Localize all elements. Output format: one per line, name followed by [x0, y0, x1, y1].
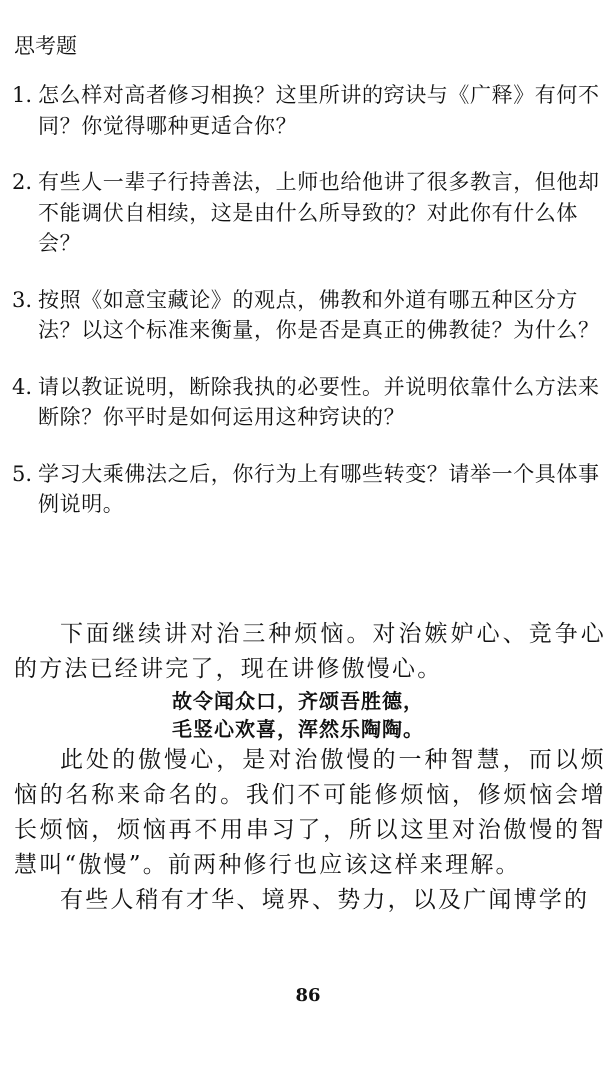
- question-item: [12, 80, 608, 141]
- question-number: 5.: [12, 461, 33, 486]
- question-list: [12, 80, 608, 546]
- question-text: 请以教证说明，断除我执的必要性。并说明依靠什么方法来断除？你平时是如何运用这种窍诀的？: [38, 374, 600, 429]
- verse-block: [14, 687, 606, 743]
- paragraph-continued: 有些人稍有才华、境界、势力，以及广闻博学的: [60, 887, 590, 913]
- section-heading: 思考题: [14, 34, 77, 58]
- question-text: 怎么样对高者修习相换？这里所讲的窍诀与《广释》有何不同？你觉得哪种更适合你？: [38, 83, 600, 138]
- body-text: [14, 617, 606, 918]
- question-text: 学习大乘佛法之后，你行为上有哪些转变？请举一个具体事例说明。: [38, 461, 600, 516]
- question-item: [12, 167, 608, 259]
- paragraph-intro: 下面继续讲对治三种烦恼。对治嫉妒心、竞争心的方法已经讲完了，现在讲修傲慢心。: [14, 621, 606, 682]
- question-text: 有些人一辈子行持善法，上师也给他讲了很多教言，但他却不能调伏自相续，这是由什么所导致的？对此你有什么体会？: [38, 170, 600, 255]
- question-text: 按照《如意宝藏论》的观点，佛教和外道有哪五种区分方法？以这个标准来衡量，你是否是真正的佛教徒？为什么？: [38, 287, 600, 342]
- verse-line: 故令闻众口，齐颂吾胜德，: [172, 689, 424, 713]
- question-item: [12, 372, 608, 433]
- question-number: 3.: [12, 287, 33, 312]
- paragraph-explanation: 此处的傲慢心，是对治傲慢的一种智慧，而以烦恼的名称来命名的。我们不可能修烦恼，修烦恼会增长烦恼，烦恼再不用串习了，所以这里对治傲慢的智慧叫“傲慢”。前两种修行也应该这样来理解。: [14, 747, 606, 878]
- page-number: 86: [295, 985, 321, 1006]
- verse-line: 毛竖心欢喜，浑然乐陶陶。: [172, 717, 424, 741]
- question-item: [12, 285, 608, 346]
- question-item: [12, 459, 608, 520]
- question-number: 4.: [12, 374, 33, 399]
- question-number: 1.: [12, 83, 33, 107]
- question-number: 2.: [12, 170, 33, 194]
